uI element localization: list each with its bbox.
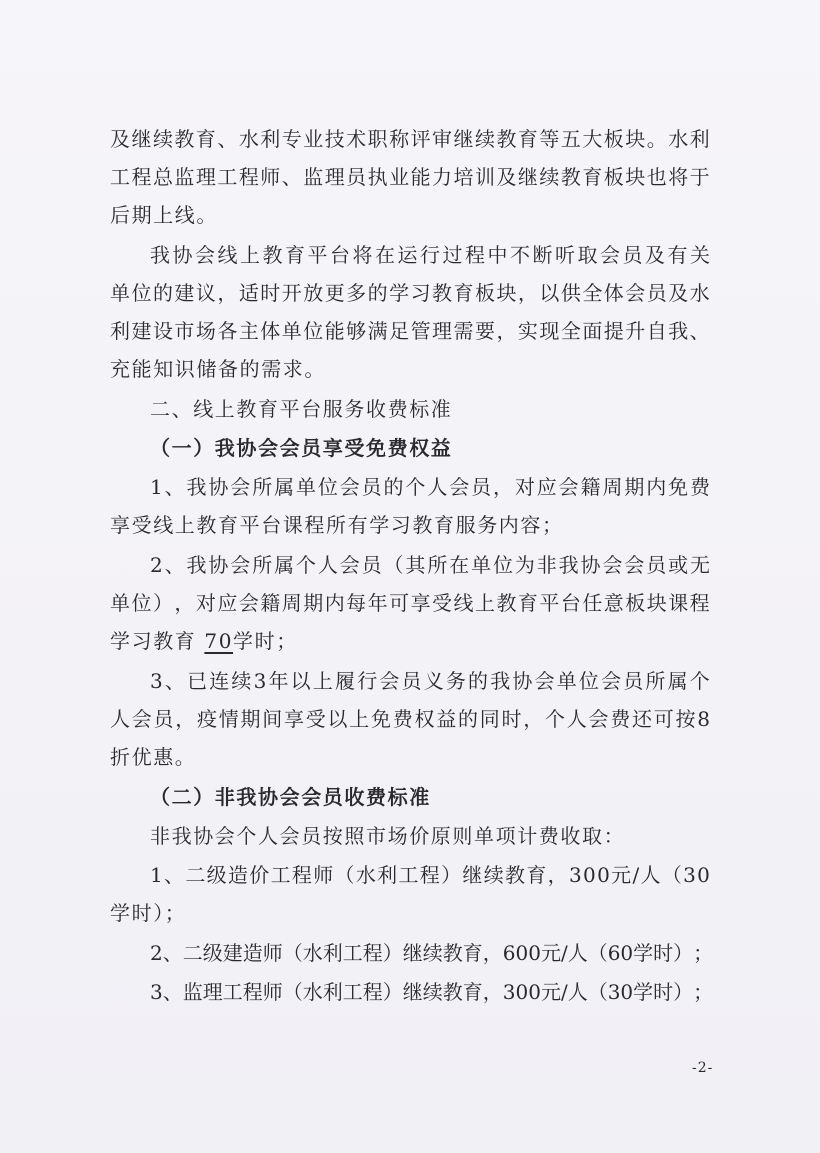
line-text: 学习教育 xyxy=(110,629,197,653)
paragraph-line: 学时）； xyxy=(110,901,187,925)
page-number: -2- xyxy=(692,1060,714,1076)
underlined-hours: 70 xyxy=(204,629,234,653)
paragraph-line: 充能知识储备的需求。 xyxy=(110,357,326,381)
paragraph-line: 工 程 总 监 理 工 程 师 、 监 理 员 执 业 能 力 培 训 及 继 续 教 育 板 块 也 将 于 xyxy=(110,165,710,189)
subsection-heading: （一）我协会会员享受免费权益 xyxy=(150,436,453,460)
paragraph-line: 2 、 我 协 会 所 属 个 人 会 员 （ 其 所 在 单 位 为 非 我 协 会 会 员 或 无 xyxy=(150,553,710,577)
paragraph-line: 非我协会个人会员按照市场价原则单项计费收取： xyxy=(150,824,626,848)
paragraph-line: 享受线上教育平台课程所有学习教育服务内容； xyxy=(110,513,564,537)
paragraph-line: 2 、 二 级 建 造 师 （ 水 利 工 程 ） 继 续 教 育 ， 6 0 0 元 / 人 （ 6 0 学 时 ） ； xyxy=(150,941,714,965)
paragraph-line: 3 、 已 连 续 3 年 以 上 履 行 会 员 义 务 的 我 协 会 单 位 会 员 所 属 个 xyxy=(150,669,710,693)
line-text: 学时； xyxy=(233,629,298,653)
paragraph-line: 利 建 设 市 场 各 主 体 单 位 能 够 满 足 管 理 需 要 ， 实 现 全 面 提 升 自 我 、 xyxy=(110,319,710,343)
paragraph-line: 1 、 二 级 造 价 工 程 师 （ 水 利 工 程 ） 继 续 教 育 ， 3 0 0 元 / 人 （ 3 0 xyxy=(150,863,710,887)
section-heading: 二、线上教育平台服务收费标准 xyxy=(150,397,453,421)
paragraph-line: 1 、 我 协 会 所 属 单 位 会 员 的 个 人 会 员 ， 对 应 会 籍 周 期 内 免 费 xyxy=(150,475,710,499)
subsection-heading: （二）非我协会会员收费标准 xyxy=(150,785,431,809)
paragraph-line: 人 会 员 ， 疫 情 期 间 享 受 以 上 免 费 权 益 的 同 时 ， 个 人 会 费 还 可 按 8 xyxy=(110,707,710,731)
paragraph-line: 折优惠。 xyxy=(110,745,197,769)
paragraph-line: 后期上线。 xyxy=(110,203,218,227)
paragraph-line xyxy=(110,627,820,655)
paragraph-line: 单 位 ） ， 对 应 会 籍 周 期 内 每 年 可 享 受 线 上 教 育 平 台 任 意 板 块 课 程 xyxy=(110,591,710,615)
paragraph-line: 及 继 续 教 育 、 水 利 专 业 技 术 职 称 评 审 继 续 教 育 等 五 大 板 块 。 水 利 xyxy=(110,127,710,151)
paragraph-line: 我 协 会 线 上 教 育 平 台 将 在 运 行 过 程 中 不 断 听 取 会 员 及 有 关 xyxy=(150,243,710,267)
paragraph-line: 3 、 监 理 工 程 师 （ 水 利 工 程 ） 继 续 教 育 ， 3 0 0 元 / 人 （ 3 0 学 时 ） ； xyxy=(150,980,714,1004)
paragraph-line: 单 位 的 建 议 ， 适 时 开 放 更 多 的 学 习 教 育 板 块 ， 以 供 全 体 会 员 及 水 xyxy=(110,281,710,305)
